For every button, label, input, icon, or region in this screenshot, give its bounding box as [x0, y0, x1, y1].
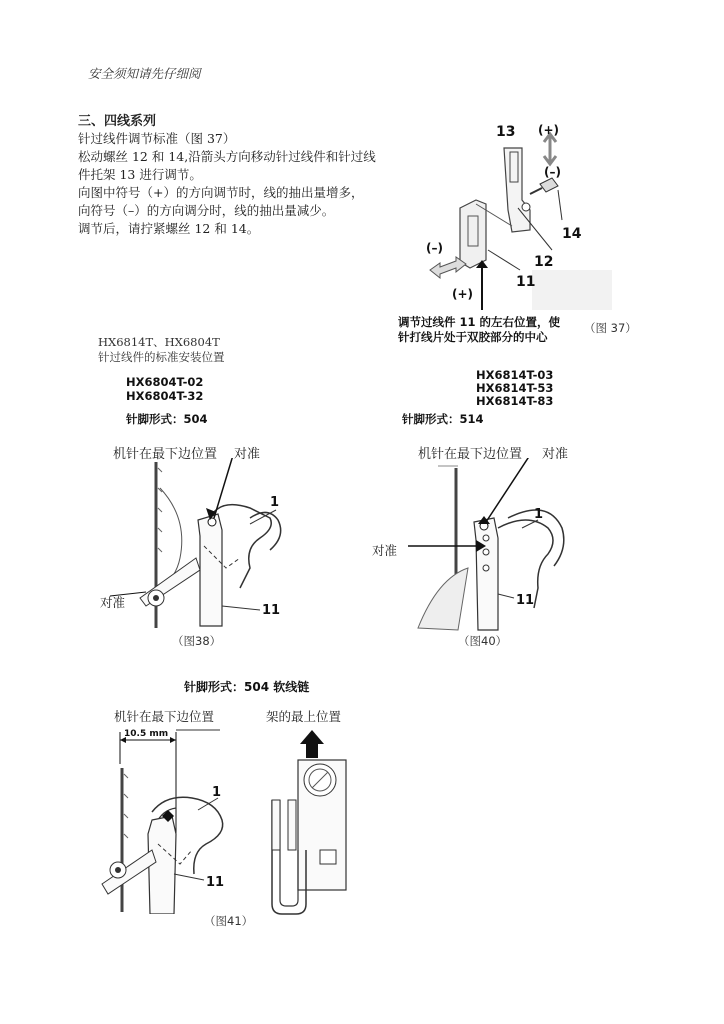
fig41-dimension: 10.5 mm — [124, 729, 169, 739]
header-note: 安全须知请先仔细阅 — [88, 66, 201, 81]
right-model-3: HX6814T-83 — [476, 394, 554, 408]
install-models: HX6814T、HX6804T — [98, 335, 220, 349]
fig41-caption: （图41） — [204, 914, 254, 928]
fig41-left-diagram — [96, 724, 266, 914]
install-title: 针过线件的标准安装位置 — [98, 350, 225, 364]
left-model-2: HX6804T-32 — [126, 389, 204, 403]
fig41-label-11: 11 — [206, 875, 225, 890]
section-line-4: 向符号（–）的方向调分时，线的抽出量减少。 — [78, 203, 335, 218]
up-arrow-icon — [300, 730, 324, 758]
fig37-label-14: 14 — [562, 226, 582, 242]
fig38-label-1: 1 — [270, 495, 280, 510]
section-line-1: 松动螺丝 12 和 14,沿箭头方向移动针过线件和针过线 — [78, 149, 376, 164]
right-model-1: HX6814T-03 — [476, 368, 554, 382]
fig38-top-label: 机针在最下边位置 — [113, 447, 218, 462]
fig41-label-left: 机针在最下边位置 — [114, 709, 215, 724]
fig37-label-12: 12 — [534, 254, 554, 270]
fig38-align-top: 对准 — [234, 447, 261, 462]
fig41-label-right: 架的最上位置 — [266, 709, 342, 724]
right-stitch-type: 针脚形式：514 — [402, 412, 484, 426]
fig37-label-13: 13 — [496, 124, 516, 140]
fig37-label-minus-right: (–) — [544, 165, 561, 179]
fig37-caption-line1: 调节过线件 11 的左右位置，使 — [398, 315, 561, 329]
fig37-number: （图 37） — [584, 321, 637, 335]
fig37-label-plus-bottom: (+) — [452, 287, 474, 301]
section-title: 三、四线系列 — [78, 114, 157, 129]
right-model-2: HX6814T-53 — [476, 381, 554, 395]
fig41-label-1: 1 — [212, 785, 222, 800]
fig40-align-left: 对准 — [372, 543, 398, 558]
section-line-2: 件托架 13 进行调节。 — [78, 167, 202, 182]
fig40-label-1: 1 — [534, 507, 544, 522]
fig37-caption-line2: 针打线片处于双胶部分的中心 — [398, 330, 548, 344]
fig37-label-11: 11 — [516, 274, 536, 290]
fig37-label-plus-top: (+) — [538, 123, 560, 137]
fig37-diagram — [412, 120, 612, 310]
fig38-align-left: 对准 — [100, 595, 126, 610]
section-subtitle: 针过线件调节标准（图 37） — [78, 131, 236, 146]
fig40-top-label: 机针在最下边位置 — [418, 447, 523, 462]
fig38-caption: （图38） — [172, 634, 222, 648]
fig41-right-diagram — [262, 730, 362, 916]
fig37-label-minus-left: (–) — [426, 241, 443, 255]
soft-chain-stitch: 针脚形式：504 软线链 — [184, 680, 310, 694]
left-model-1: HX6804T-02 — [126, 375, 204, 389]
section-line-3: 向图中符号（+）的方向调节时，线的抽出量增多， — [78, 185, 364, 200]
section-line-5: 调节后，请拧紧螺丝 12 和 14。 — [78, 221, 260, 236]
fig40-caption: （图40） — [458, 634, 508, 648]
fig38-diagram — [100, 458, 310, 630]
fig40-label-11: 11 — [516, 593, 535, 608]
fig38-label-11: 11 — [262, 603, 281, 618]
fig40-diagram — [398, 458, 598, 632]
fig40-align-top: 对准 — [542, 447, 569, 462]
left-stitch-type: 针脚形式：504 — [126, 412, 208, 426]
